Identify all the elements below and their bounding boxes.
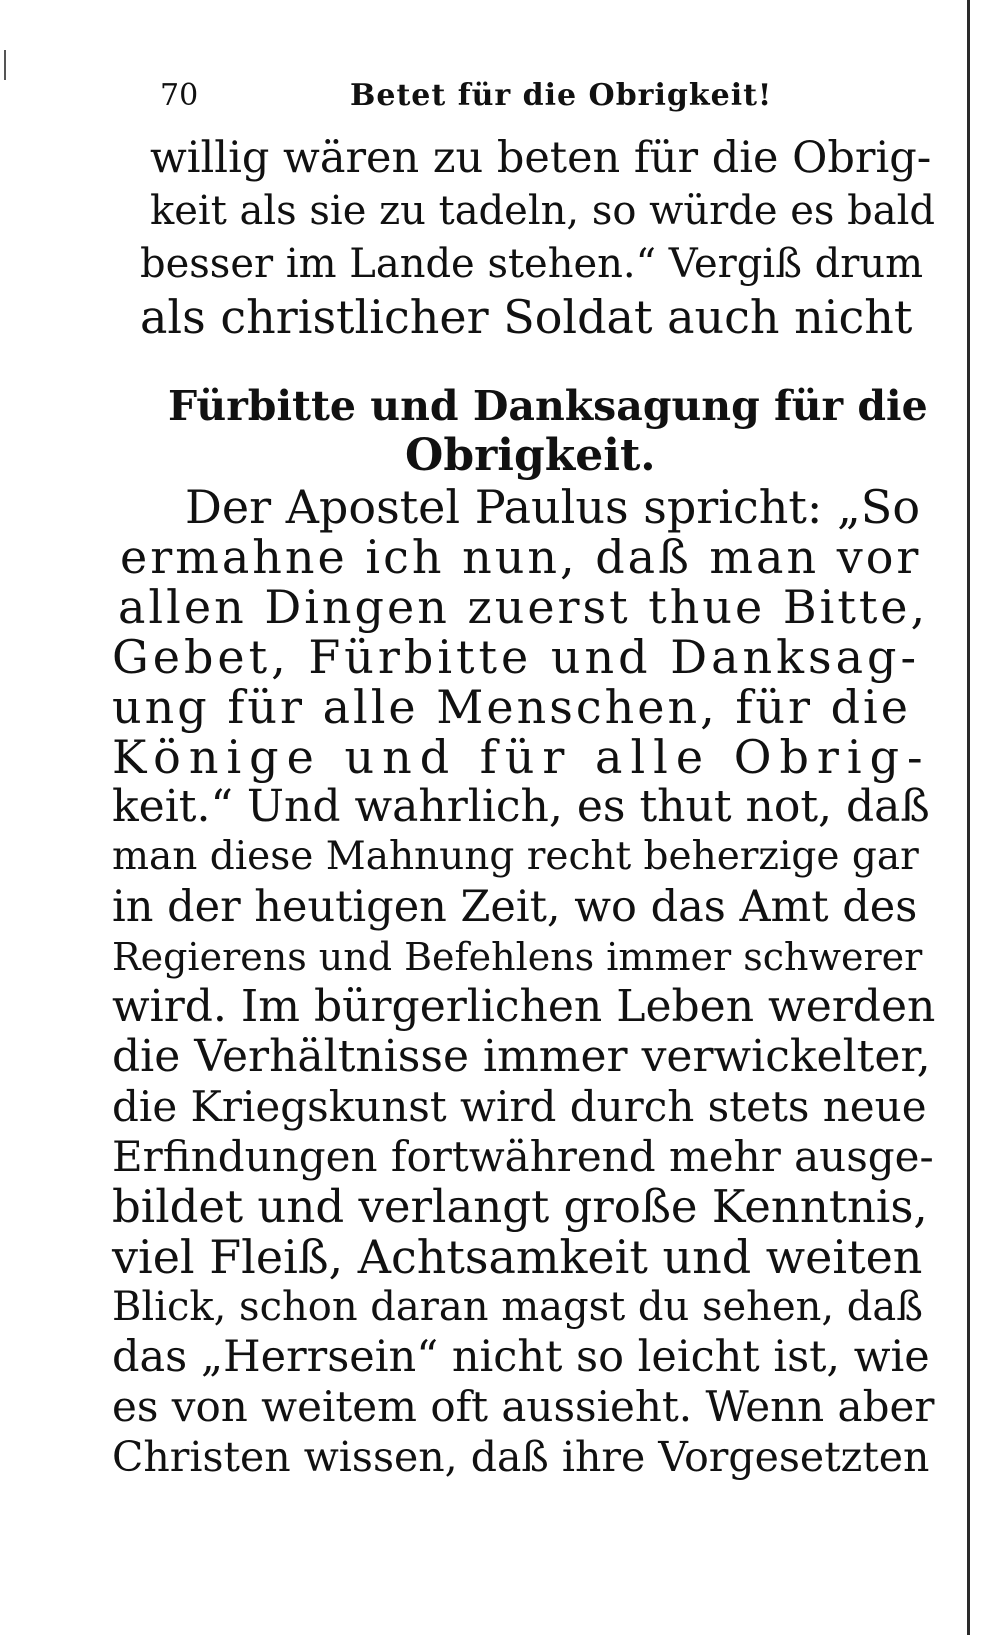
text-line: keit.“ Und wahrlich, es thut not, daß: [112, 781, 930, 832]
text-line: wird. Im bürgerlichen Leben werden: [112, 981, 936, 1032]
text-line: ung für alle Menschen, für die: [112, 680, 911, 734]
text-line: die Kriegskunst wird durch stets neue: [112, 1082, 927, 1131]
text-line: Regierens und Befehlens immer schwerer: [112, 935, 923, 979]
text-line: als christlicher Soldat auch nicht: [140, 290, 913, 344]
text-line: in der heutigen Zeit, wo das Amt des: [112, 882, 918, 932]
section-heading: Fürbitte und Danksagung für die: [168, 382, 928, 430]
text-line: Christen wissen, daß ihre Vorgesetzten: [112, 1433, 930, 1481]
text-line: Erfindungen fortwährend mehr ausge-: [112, 1132, 934, 1181]
text-line: ermahne ich nun, daß man vor: [120, 530, 922, 584]
text-line: es von weitem oft aussieht. Wenn aber: [112, 1382, 935, 1431]
text-line: besser im Lande stehen.“ Vergiß drum: [140, 241, 924, 287]
page-header: [150, 76, 773, 120]
scan-edge-mark: [4, 50, 6, 80]
text-line: man diese Mahnung recht beherzige gar: [112, 834, 919, 879]
section-heading: Obrigkeit.: [405, 430, 656, 481]
text-line: Blick, schon daran magst du sehen, daß: [112, 1284, 923, 1330]
text-line: allen Dingen zuerst thue Bitte,: [118, 580, 929, 634]
text-line: Der Apostel Paulus spricht: „So: [185, 480, 921, 534]
text-line: Gebet, Fürbitte und Danksag-: [112, 630, 921, 684]
text-line: viel Fleiß, Achtsamkeit und weiten: [112, 1230, 923, 1284]
text-line: Könige und für alle Obrig-: [112, 730, 931, 784]
text-line: das „Herrsein“ nicht so leicht ist, wie: [112, 1332, 930, 1382]
running-head: Betet für die Obrigkeit!: [350, 78, 773, 113]
text-line: die Verhältnisse immer verwickelter,: [112, 1031, 931, 1082]
text-line: keit als sie zu tadeln, so würde es bald: [150, 188, 936, 234]
page-number: 70: [160, 78, 199, 113]
text-line: willig wären zu beten für die Obrig-: [150, 133, 932, 183]
text-line: bildet und verlangt große Kenntnis,: [112, 1180, 928, 1233]
page-edge-rule: [967, 0, 970, 1635]
